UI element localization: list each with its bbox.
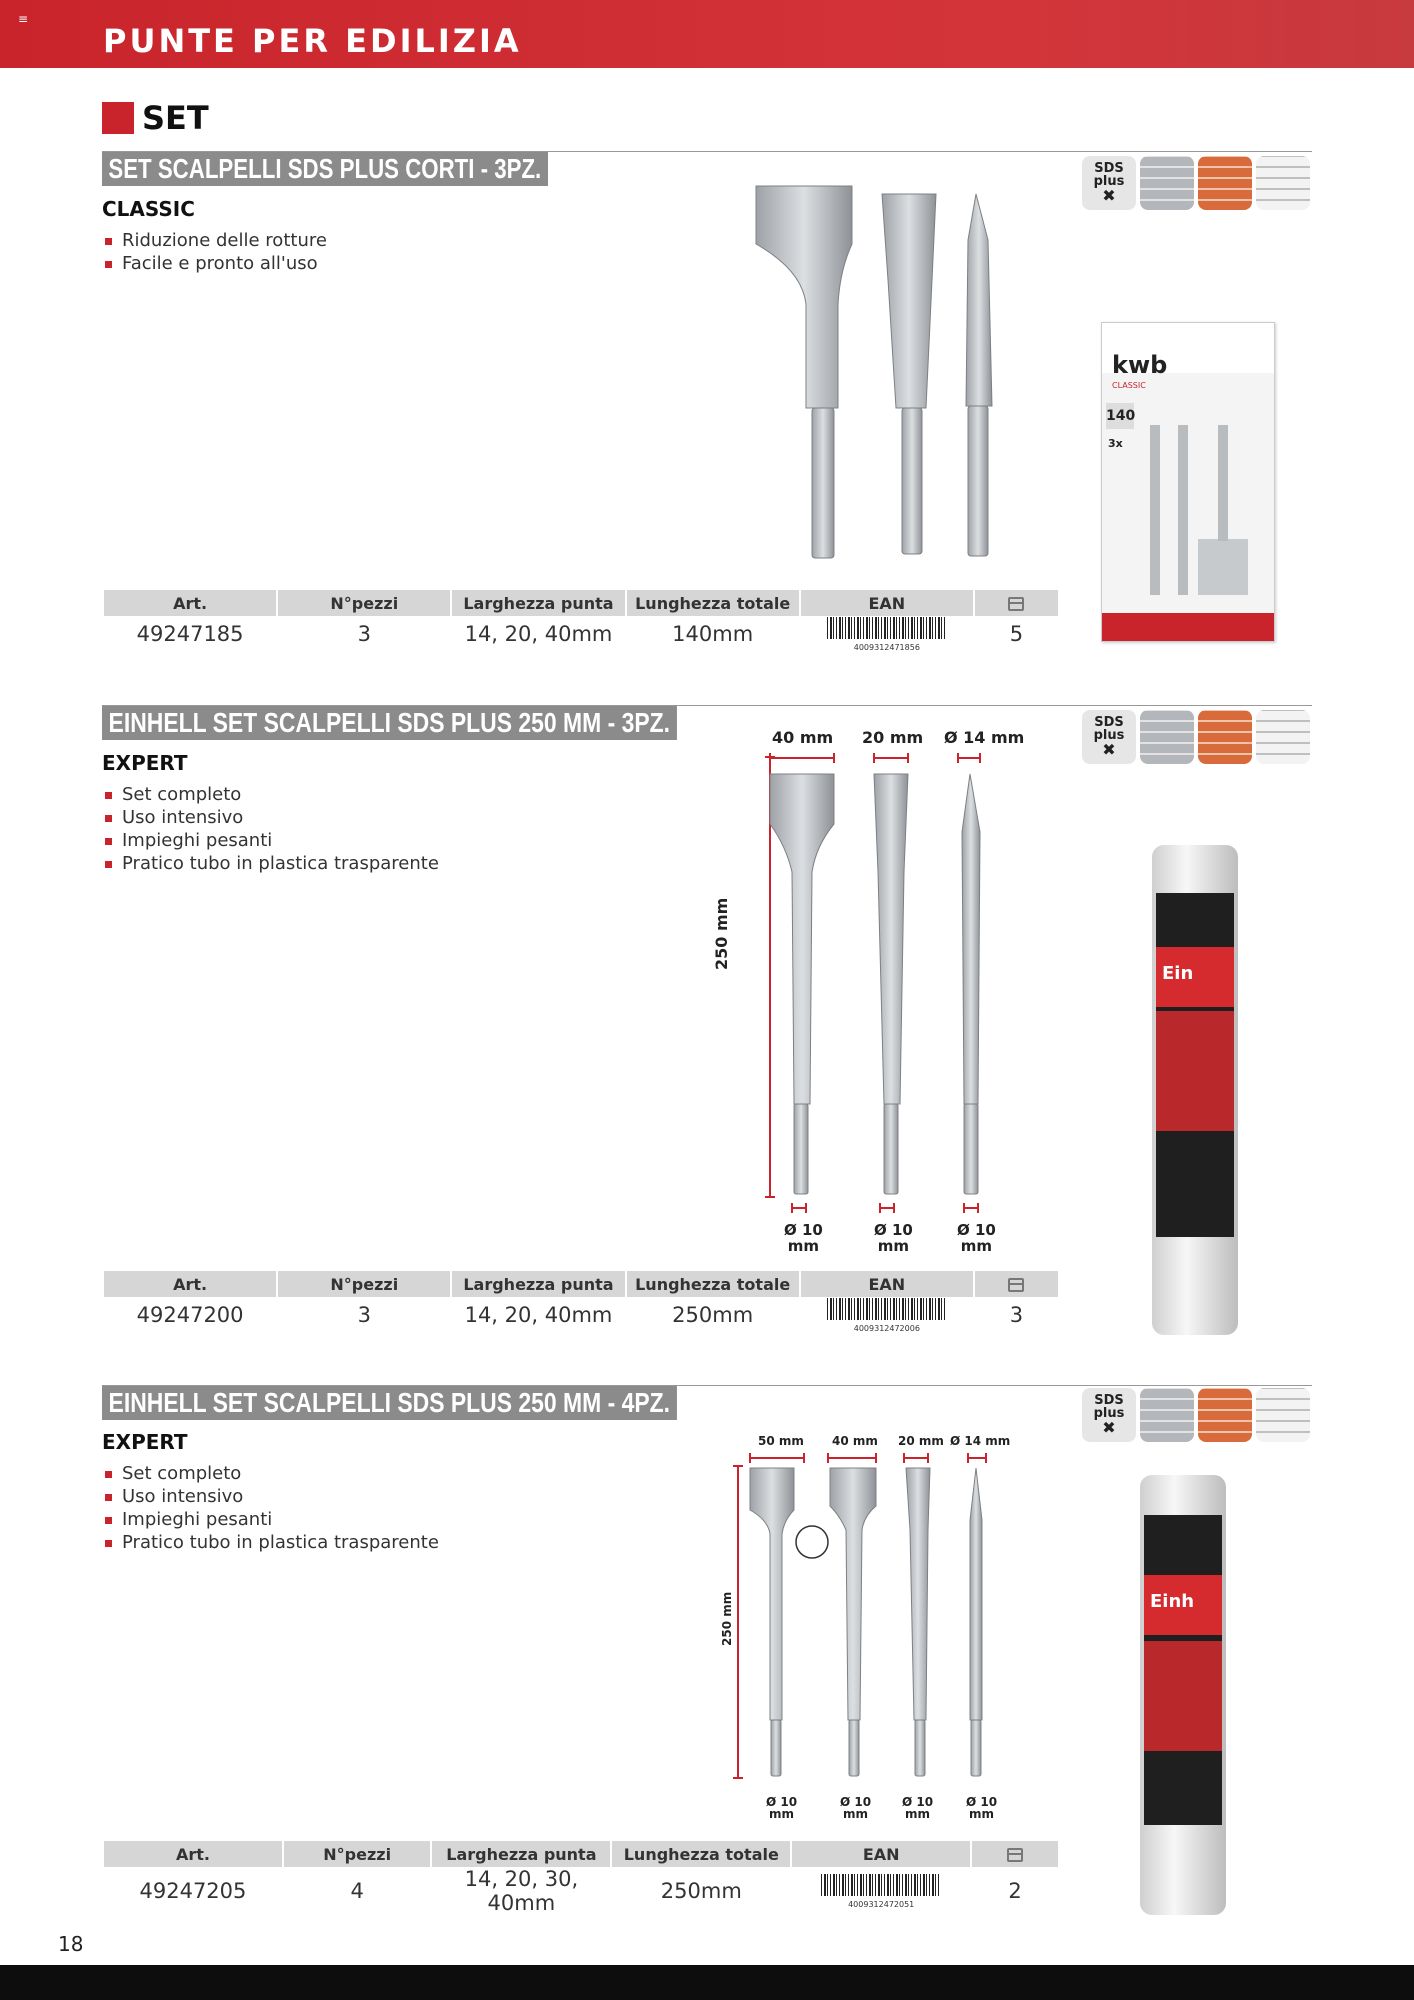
dimension-label: 250 mm <box>712 897 731 970</box>
page-title: PUNTE PER EDILIZIA <box>103 22 522 60</box>
dimension-label: Ø 10 mm <box>766 1795 798 1821</box>
feature-list <box>102 1462 439 1554</box>
table-row: 49247185 3 14, 20, 40mm 140mm 4009312471856 5 <box>104 616 1058 652</box>
chisel-wide <box>756 186 852 558</box>
feature-item: Riduzione delle rotture <box>102 229 327 252</box>
product-tube <box>1140 1475 1226 1915</box>
sds-plus-icon: SDS plus ✖ <box>1082 1388 1136 1442</box>
product-grade: EXPERT <box>102 1430 188 1454</box>
footer-bar <box>0 1965 1414 2000</box>
chisel-flat <box>874 774 908 1104</box>
product-package: kwb CLASSIC 140 3x <box>1101 322 1275 642</box>
sds-plus-icon: SDS plus ✖ <box>1082 710 1136 764</box>
bullet-icon <box>105 838 112 845</box>
table-row: 49247205 4 14, 20, 30, 40mm 250mm 4009312472051 2 <box>139 1867 1022 1915</box>
bullet-icon <box>105 261 112 268</box>
dimension-label: Ø 10 mm <box>784 1221 823 1255</box>
ean-barcode: 4009312471856 <box>801 616 973 652</box>
bullet-icon <box>105 1494 112 1501</box>
ean-barcode: 4009312472051 <box>792 1867 970 1915</box>
material-badges <box>1082 1388 1310 1442</box>
dimension-label: Ø 14 mm <box>944 728 1025 747</box>
brand-logo: Einh <box>1150 1591 1195 1612</box>
bullet-icon <box>105 1540 112 1547</box>
ean-barcode: 4009312472006 <box>801 1297 973 1333</box>
feature-item: Uso intensivo <box>102 1485 439 1508</box>
chisel-flat <box>882 194 936 554</box>
chisel-pointed <box>970 1468 982 1720</box>
concrete-block-icon <box>1140 710 1194 764</box>
bullet-icon <box>105 861 112 868</box>
white-block-icon <box>1256 710 1310 764</box>
spec-table <box>102 1841 1060 1915</box>
dimension-label: 20 mm <box>898 1434 944 1448</box>
product-title: EINHELL SET SCALPELLI SDS PLUS 250 MM - 3PZ. <box>102 706 677 740</box>
bullet-icon <box>105 815 112 822</box>
material-badges <box>1082 710 1310 764</box>
dimension-label: 20 mm <box>862 728 924 747</box>
bullet-icon <box>105 1517 112 1524</box>
dimension-label: Ø 10 mm <box>966 1795 998 1821</box>
dimension-label: Ø 10 mm <box>957 1221 996 1255</box>
feature-item: Pratico tubo in plastica trasparente <box>102 1531 439 1554</box>
dimension-label: 250 mm <box>720 1591 734 1646</box>
spec-table <box>102 590 1060 652</box>
bullet-icon <box>105 1471 112 1478</box>
chisel-wide <box>770 774 834 1104</box>
header-bar <box>0 0 1414 68</box>
product-title: SET SCALPELLI SDS PLUS CORTI - 3PZ. <box>102 152 548 186</box>
dimension-label: Ø 10 mm <box>902 1795 934 1821</box>
feature-item: Impieghi pesanti <box>102 829 439 852</box>
angle-detail-icon <box>796 1526 828 1558</box>
feature-item: Uso intensivo <box>102 806 439 829</box>
white-block-icon <box>1256 1388 1310 1442</box>
dimension-label: 40 mm <box>832 1434 878 1448</box>
box-icon <box>972 1841 1058 1867</box>
dimension-label: 40 mm <box>772 728 834 747</box>
material-badges <box>1082 156 1310 210</box>
table-row: 49247200 3 14, 20, 40mm 250mm 4009312472006 3 <box>104 1297 1058 1333</box>
chisel-50 <box>750 1468 794 1720</box>
feature-item: Facile e pronto all'uso <box>102 252 327 275</box>
section-title: SET <box>142 99 209 137</box>
feature-item: Set completo <box>102 783 439 806</box>
dimension-label: Ø 10 mm <box>874 1221 913 1255</box>
sds-plus-icon: SDS plus ✖ <box>1082 156 1136 210</box>
white-block-icon <box>1256 156 1310 210</box>
product-title: EINHELL SET SCALPELLI SDS PLUS 250 MM - 4PZ. <box>102 1386 677 1420</box>
brand-logo: kwb <box>1112 351 1168 379</box>
spec-table <box>102 1271 1060 1333</box>
chisel-set-photo <box>730 1450 1030 1796</box>
packaged-chisels <box>1138 419 1258 605</box>
page-number: 18 <box>58 1932 84 1956</box>
table-header-row: Art. N°pezzi Larghezza punta Lunghezza totale EAN <box>104 1271 1058 1297</box>
brick-icon <box>1198 710 1252 764</box>
dimension-label: Ø 10 mm <box>840 1795 872 1821</box>
chisel-pointed <box>966 194 992 556</box>
feature-list <box>102 783 439 875</box>
feature-item: Impieghi pesanti <box>102 1508 439 1531</box>
brick-icon <box>1198 156 1252 210</box>
dimension-label: Ø 14 mm <box>950 1434 1011 1448</box>
table-header-row: Art. N°pezzi Larghezza punta Lunghezza totale EAN <box>104 1841 1058 1867</box>
bullet-icon <box>105 792 112 799</box>
chisel-set-photo <box>740 180 1030 560</box>
chisel-pointed <box>962 774 980 1104</box>
chisel-set-photo <box>740 752 1040 1222</box>
feature-list <box>102 229 327 275</box>
table-header-row: Art. N°pezzi Larghezza punta Lunghezza totale EAN <box>104 590 1058 616</box>
bullet-icon <box>105 238 112 245</box>
box-icon <box>975 590 1058 616</box>
chisel-20 <box>906 1468 930 1720</box>
box-icon <box>975 1271 1058 1297</box>
brand-logo: Ein <box>1162 963 1194 984</box>
feature-item: Set completo <box>102 1462 439 1485</box>
product-grade: EXPERT <box>102 751 188 775</box>
section-marker-icon <box>102 102 134 134</box>
concrete-block-icon <box>1140 1388 1194 1442</box>
menu-icon[interactable]: ≡ <box>18 12 29 26</box>
feature-item: Pratico tubo in plastica trasparente <box>102 852 439 875</box>
dimension-label: 50 mm <box>758 1434 804 1448</box>
chisel-40 <box>830 1468 876 1720</box>
product-tube <box>1152 845 1238 1335</box>
product-grade: CLASSIC <box>102 197 195 221</box>
concrete-block-icon <box>1140 156 1194 210</box>
brick-icon <box>1198 1388 1252 1442</box>
